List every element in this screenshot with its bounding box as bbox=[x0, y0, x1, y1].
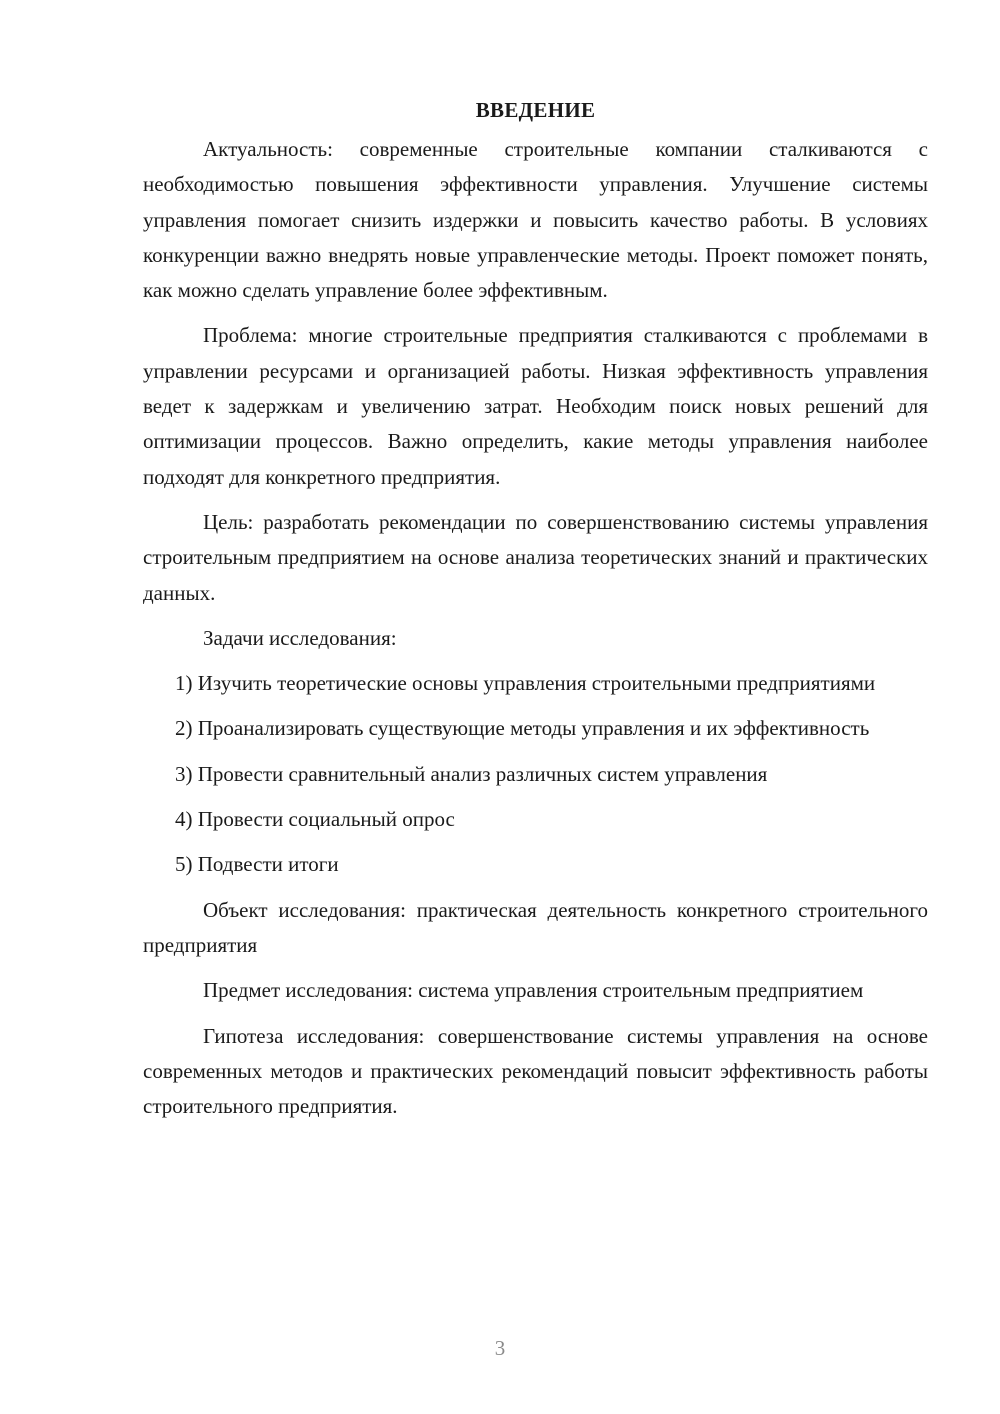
document-page bbox=[143, 92, 928, 1134]
goal-paragraph: Цель: разработать рекомендации по совершенствованию системы управления строительным предприятием на основе анализа теоретических знаний и практических данных. bbox=[143, 509, 928, 605]
task-item-2: 2) Проанализировать существующие методы управления и их эффективность bbox=[175, 716, 870, 741]
problem-paragraph: Проблема: многие строительные предприятия сталкиваются с проблемами в управлении ресурсами и организацией работы. Низкая эффективность управления ведет к задержкам и увеличению затрат. Необходим поиск новых решений для оптимизации процессов. Важно определить, какие методы управления наиболее подходят для конкретного предприятия. bbox=[143, 323, 928, 489]
relevance-paragraph: Актуальность: современные строительные компании сталкиваются с необходимостью повышения эффективности управления. Улучшение системы управления помогает снизить издержки и повысить качество работы. В условиях конкуренции важно внедрять новые управленческие методы. Проект поможет понять, как можно сделать управление более эффективным. bbox=[143, 137, 928, 303]
task-item-3: 3) Провести сравнительный анализ различных систем управления bbox=[175, 761, 768, 786]
task-item-5: 5) Подвести итоги bbox=[175, 852, 339, 877]
object-paragraph: Объект исследования: практическая деятельность конкретного строительного предприятия bbox=[143, 897, 928, 957]
page-number: 3 bbox=[494, 1336, 506, 1360]
hypothesis-paragraph: Гипотеза исследования: совершенствование системы управления на основе современных методов и практических рекомендаций повысит эффективность работы строительного предприятия. bbox=[143, 1023, 928, 1119]
task-item-1: 1) Изучить теоретические основы управления строительными предприятиями bbox=[175, 671, 876, 696]
task-item-4: 4) Провести социальный опрос bbox=[175, 807, 455, 832]
subject-paragraph: Предмет исследования: система управления строительным предприятием bbox=[203, 978, 864, 1003]
page-title: ВВЕДЕНИЕ bbox=[475, 98, 596, 122]
tasks-heading: Задачи исследования: bbox=[203, 625, 397, 650]
